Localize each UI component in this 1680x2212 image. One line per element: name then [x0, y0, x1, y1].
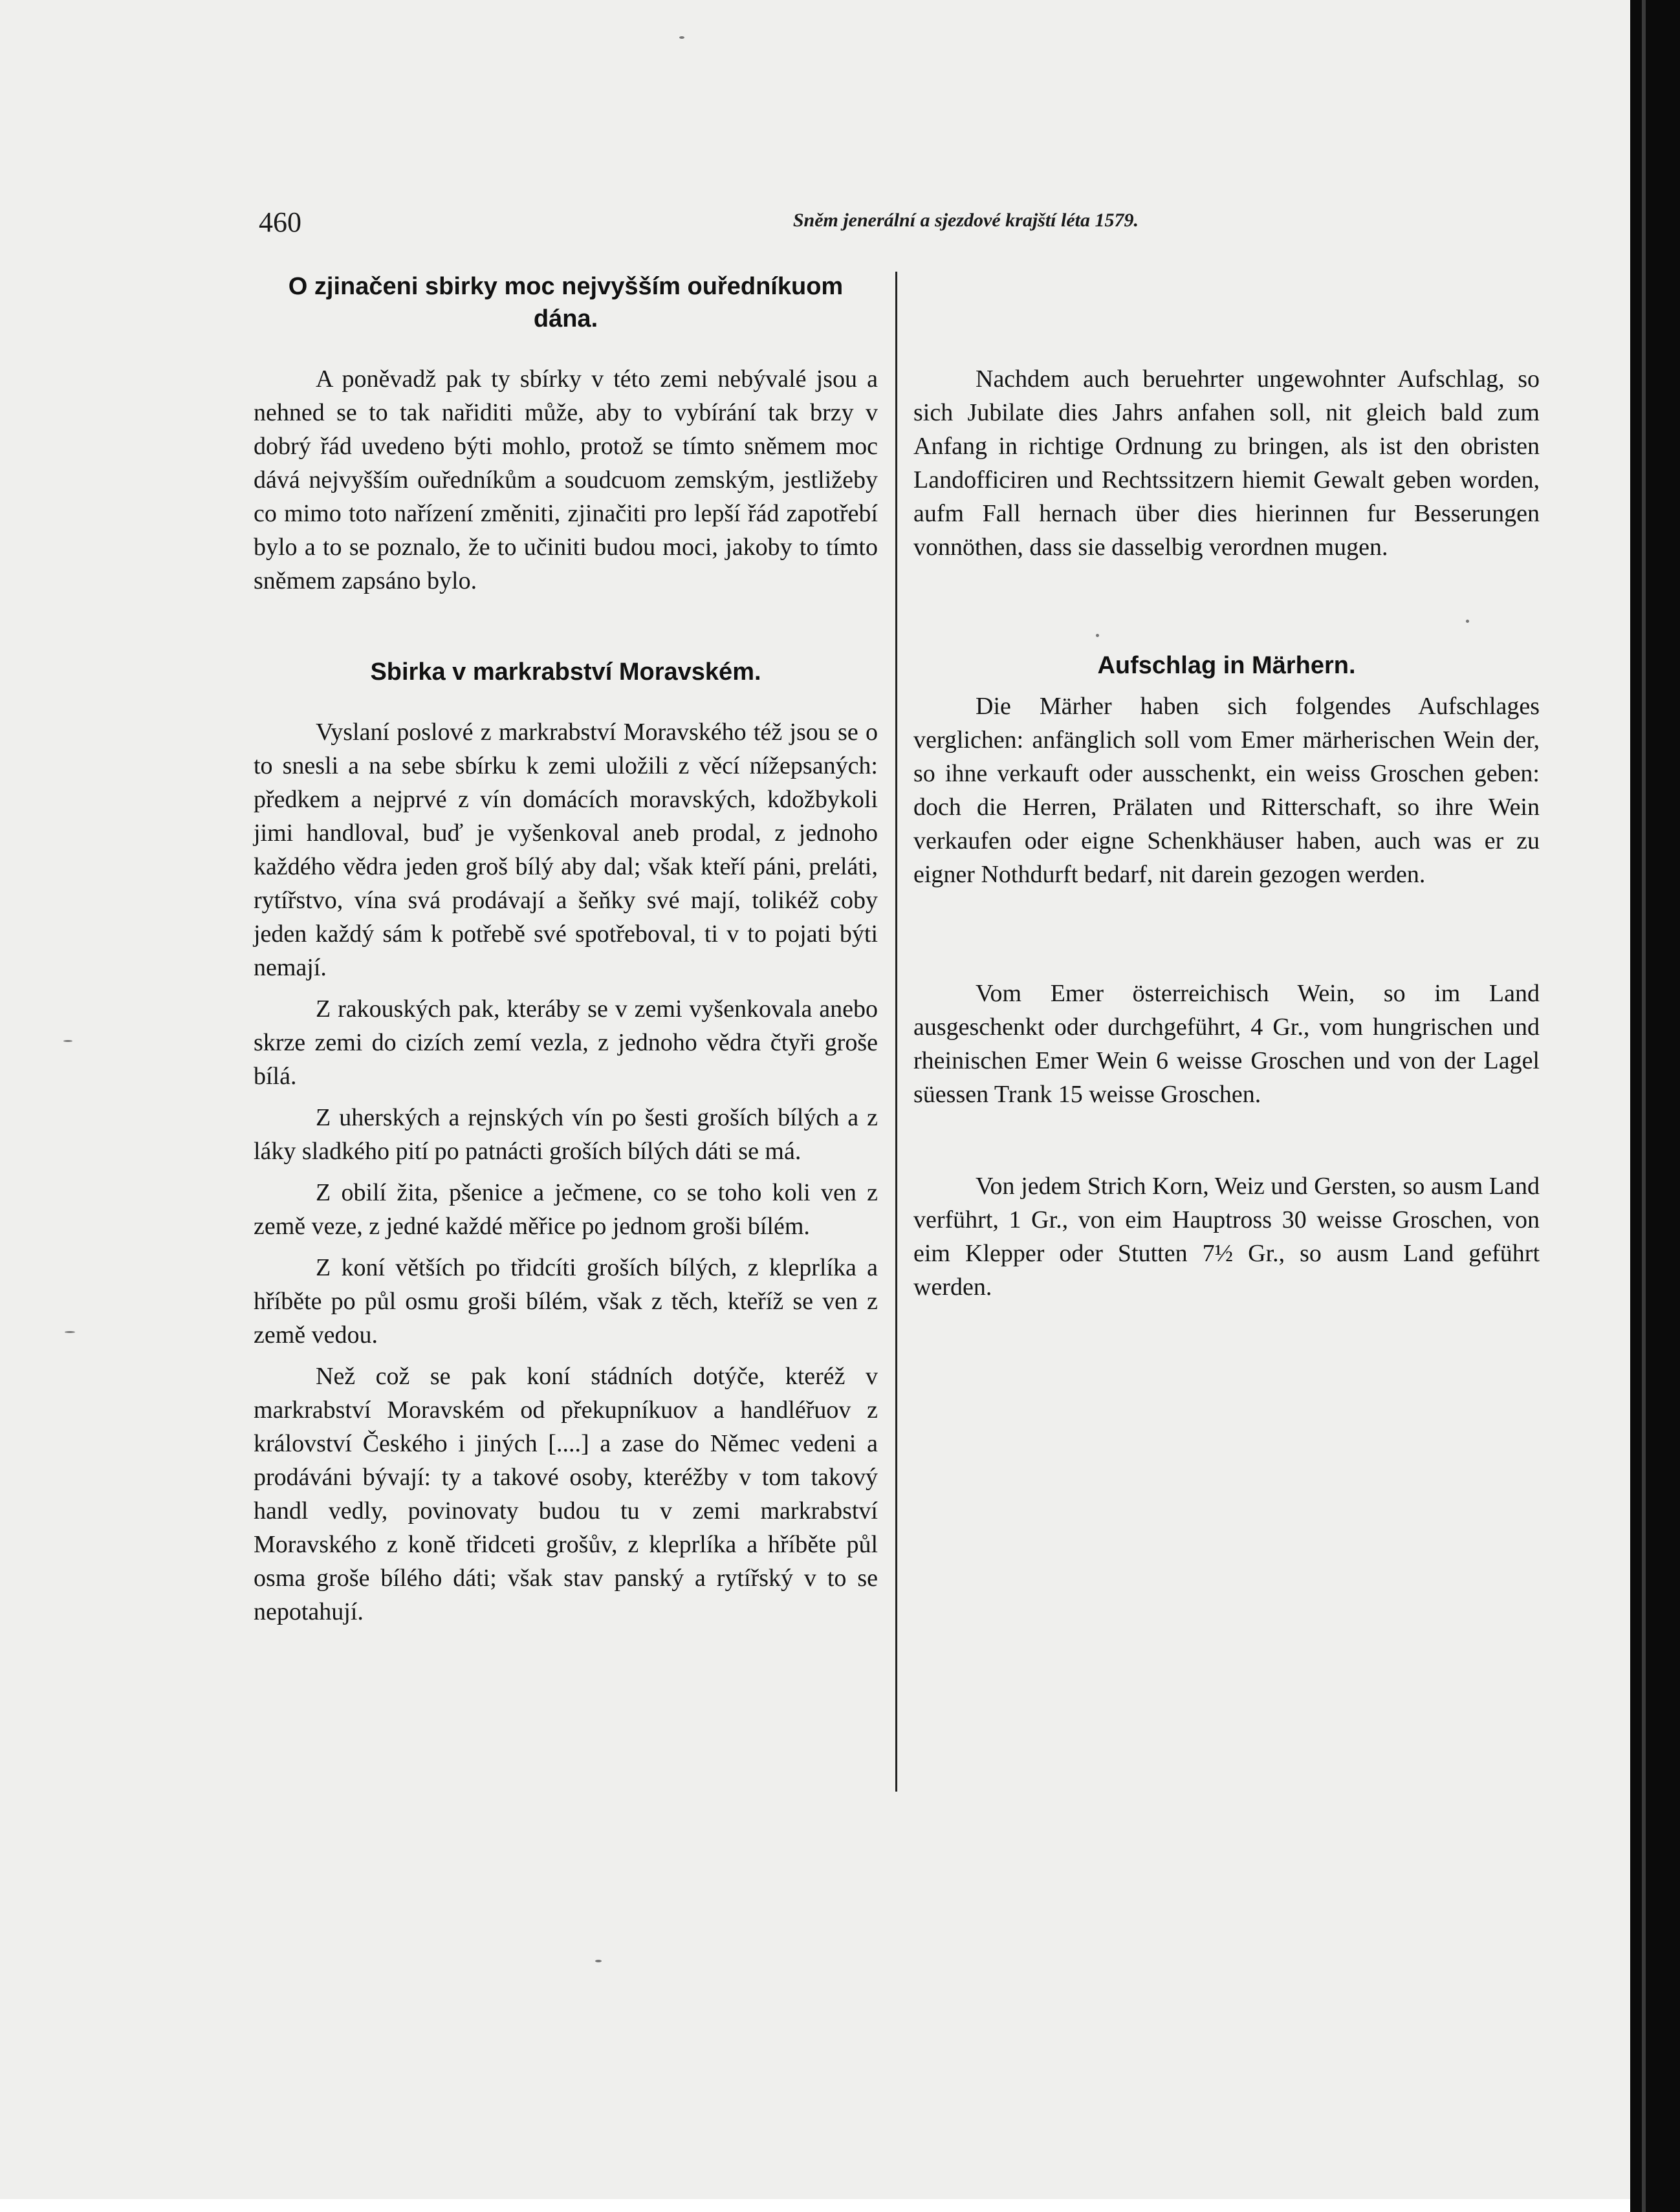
- paragraph: Než což se pak koní stádních dotýče, kteréž v markrabství Moravském od překupníkuov a handléřuov z království Českého i jiných [....] a zase do Němec vedeni a prodáváni bývají: ty a takové osoby, kteréžby v tom takový handl vedly, povinovaty budou tu v zemi markrabství Moravského z koně třidceti grošův, z kleprlíka a hříběte půl osma groše bílého dáti; však stav panský a rytířský v to se nepotahují.: [254, 1363, 878, 1625]
- scan-speck: [595, 1960, 602, 1962]
- paragraph: Z uherských a rejnských vín po šesti groších bílých a z láky sladkého pití po patnácti groších bílých dáti se má.: [254, 1104, 878, 1165]
- paragraph: Die Märher haben sich folgendes Aufschlages verglichen: anfänglich soll vom Emer märherischen Wein der, so ihne verkauft oder ausschenkt, ein weiss Groschen geben: doch die Herren, Prälaten und Ritterschaft, so ihre Wein verkaufen oder eigne Schenkhäuser haben, auch was er zu eigner Nothdurft bedarf, nit darein gezogen werden.: [913, 693, 1540, 888]
- paragraph: Z obilí žita, pšenice a ječmene, co se toho koli ven z země veze, z jedné každé měřice po jednom groši bílém.: [254, 1179, 878, 1240]
- scan-border: [1630, 0, 1680, 2212]
- page-header: [259, 206, 1139, 238]
- section-heading-moravia: Sbirka v markrabství Moravském.: [370, 658, 761, 686]
- page-number: 460: [259, 206, 301, 238]
- scan-border-line: [1642, 0, 1646, 2212]
- paragraph: Nachdem auch beruehrter ungewohnter Aufschlag, so sich Jubilate dies Jahrs anfahen soll, nit gleich bald zum Anfang in richtige Ordnung zu bringen, als ist den obristen Landofficiren und Rechtssitzern hiemit Gewalt geben worden, aufm Fall hernach über dies hierinnen fur Besserungen vonnöthen, dass sie dasselbig verordnen mugen.: [913, 365, 1540, 561]
- czech-column: [254, 270, 878, 1629]
- german-column: [913, 362, 1540, 1304]
- scan-speck: [679, 36, 684, 39]
- paragraph: A poněvadž pak ty sbírky v této zemi nebývalé jsou a nehned se to tak nařiditi může, aby to vybírání tak brzy v dobrý řád uvedeno býti mohlo, protož se tímto sněmem moc dává nejvyšším ouředníkům a soudcuom zemským, jestližeby co mimo toto nařízení změniti, zjinačiti pro lepší řád zapotřebí bylo a to se poznalo, že to učiniti budou moci, jakoby to tímto sněmem zapsáno bylo.: [254, 365, 878, 594]
- section-heading-aufschlag: Aufschlag in Märhern.: [1097, 652, 1356, 679]
- scan-speck: [1096, 634, 1099, 637]
- section-heading-sbirka-change: O zjinačeni sbirky moc nejvyšším ouředníkuom dána.: [288, 273, 844, 332]
- paragraph: Vyslaní poslové z markrabství Moravského též jsou se o to snesli a na sebe sbírku k zemi uložili z věcí nížepsaných: předkem a nejprvé z vín domácích moravských, kdožbykoli jimi handloval, buď je vyšenkoval aneb prodal, z jednoho každého vědra jeden groš bílý aby dal; však kteří páni, preláti, rytířstvo, vína svá prodávají a šeňky své mají, tolikéž coby jeden každý sám k potřebě své spotřeboval, ti v to pojati býti nemají.: [254, 719, 878, 981]
- paragraph: Von jedem Strich Korn, Weiz und Gersten, so ausm Land verführt, 1 Gr., von eim Hauptross 30 weisse Groschen, von eim Klepper oder Stutten 7½ Gr., so ausm Land geführt werden.: [913, 1173, 1540, 1301]
- paragraph: Vom Emer österreichisch Wein, so im Land ausgeschenkt oder durchgeführt, 4 Gr., vom hungrischen und rheinischen Emer Wein 6 weisse Groschen und von der Lagel süessen Trank 15 weisse Groschen.: [913, 980, 1540, 1108]
- paragraph: Z rakouských pak, kteráby se v zemi vyšenkovala anebo skrze zemi do cizích zemí vezla, z jednoho vědra čtyři groše bílá.: [254, 995, 878, 1090]
- scan-speck: [65, 1331, 75, 1333]
- paragraph: Z koní větších po třidcíti groších bílých, z kleprlíka a hříběte po půl osmu groši bílém, však z těch, kteříž se ven z země vedou.: [254, 1254, 878, 1349]
- running-title: Sněm jenerální a sjezdové krajští léta 1579.: [792, 210, 1139, 231]
- scan-speck: [1466, 620, 1469, 623]
- column-divider: [895, 272, 897, 1792]
- scan-speck: [63, 1040, 72, 1042]
